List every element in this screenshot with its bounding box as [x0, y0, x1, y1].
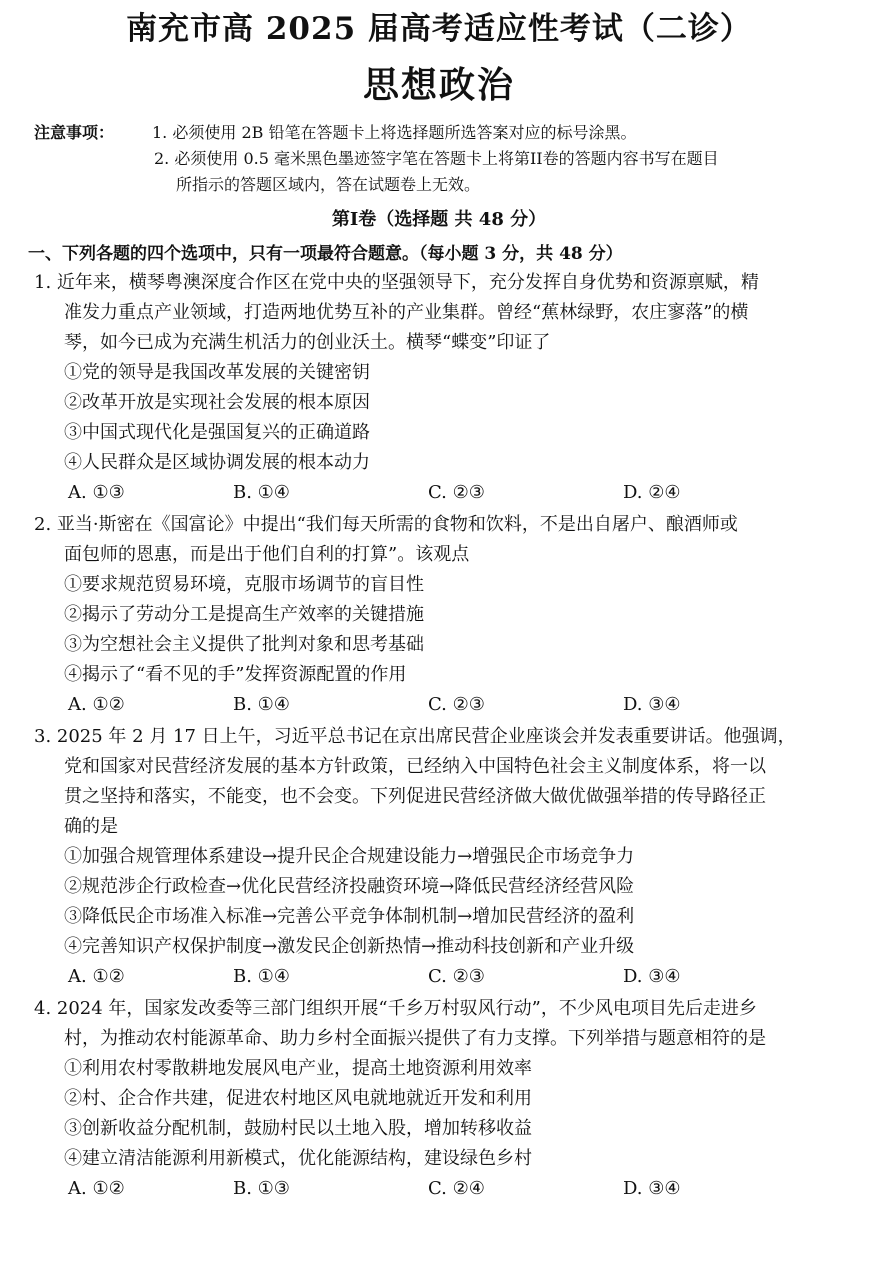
notice-item-2-cont: 所指示的答题区域内，答在试题卷上无效。 [176, 175, 481, 194]
part-heading: 一、下列各题的四个选项中，只有一项最符合题意。（每小题 3 分，共 48 分） [28, 244, 623, 264]
question-option: ③降低民企市场准入标准→完善公平竞争体制机制→增加民营经济的盈利 [64, 906, 635, 927]
answer-choice-a: A. ①② [68, 694, 125, 715]
answer-choice-d: D. ③④ [623, 694, 681, 715]
question-option: ③创新收益分配机制，鼓励村民以土地入股，增加转移收益 [64, 1118, 532, 1139]
question-option: ③为空想社会主义提供了批判对象和思考基础 [64, 634, 424, 655]
answer-choice-a: A. ①③ [68, 482, 125, 503]
answer-choices [34, 690, 844, 720]
question-option: ②规范涉企行政检查→优化民营经济投融资环境→降低民营经济经营风险 [64, 876, 635, 897]
answer-choice-c: C. ②③ [428, 482, 485, 503]
question-stem-line: 4. 2024 年，国家发改委等三部门组织开展“千乡万村驭风行动”，不少风电项目先后走进乡 [34, 998, 757, 1019]
answer-choice-c: C. ②③ [428, 694, 485, 715]
question-option: ④人民群众是区域协调发展的根本动力 [64, 452, 370, 473]
exam-subject: 思想政治 [362, 64, 515, 106]
question-option: ①利用农村零散耕地发展风电产业，提高土地资源利用效率 [64, 1058, 532, 1079]
answer-choice-d: D. ③④ [623, 966, 681, 987]
answer-choice-c: C. ②③ [428, 966, 485, 987]
answer-choice-b: B. ①④ [233, 966, 290, 987]
notice-item-2: 2. 必须使用 0.5 毫米黑色墨迹签字笔在答题卡上将第II卷的答题内容书写在题目 [154, 149, 719, 168]
question-stem-line: 贯之坚持和落实，不能变，也不会变。下列促进民营经济做大做优做强举措的传导路径正 [64, 786, 766, 807]
question-option: ②村、企合作共建，促进农村地区风电就地就近开发和利用 [64, 1088, 532, 1109]
question-4 [34, 994, 844, 1204]
question-stem-line: 1. 近年来，横琴粤澳深度合作区在党中央的坚强领导下，充分发挥自身优势和资源禀赋，精 [34, 272, 759, 293]
question-option: ③中国式现代化是强国复兴的正确道路 [64, 422, 370, 443]
question-option: ①党的领导是我国改革发展的关键密钥 [64, 362, 370, 383]
answer-choices [34, 1174, 844, 1204]
answer-choice-a: A. ①② [68, 966, 125, 987]
question-option: ①要求规范贸易环境，克服市场调节的盲目性 [64, 574, 424, 595]
answer-choices [34, 962, 844, 992]
question-3 [34, 722, 844, 992]
question-stem-line: 2. 亚当·斯密在《国富论》中提出“我们每天所需的食物和饮料，不是出自屠户、酿酒师或 [34, 514, 738, 535]
question-stem-line: 面包师的恩惠，而是出于他们自利的打算”。该观点 [64, 544, 470, 565]
answer-choice-c: C. ②④ [428, 1178, 485, 1199]
question-option: ②揭示了劳动分工是提高生产效率的关键措施 [64, 604, 424, 625]
answer-choice-d: D. ③④ [623, 1178, 681, 1199]
question-option: ④完善知识产权保护制度→激发民企创新热情→推动科技创新和产业升级 [64, 936, 635, 957]
answer-choice-d: D. ②④ [623, 482, 681, 503]
answer-choices [34, 478, 844, 508]
question-stem-line: 村，为推动农村能源革命、助力乡村全面振兴提供了有力支撑。下列举措与题意相符的是 [64, 1028, 766, 1049]
answer-choice-b: B. ①④ [233, 694, 290, 715]
question-stem-line: 3. 2025 年 2 月 17 日上午，习近平总书记在京出席民营企业座谈会并发表重要讲话。他强调， [34, 726, 796, 747]
answer-choice-b: B. ①④ [233, 482, 290, 503]
question-stem-line: 确的是 [64, 816, 118, 837]
question-stem-line: 琴，如今已成为充满生机活力的创业沃土。横琴“蝶变”印证了 [64, 332, 551, 353]
question-stem-line: 党和国家对民营经济发展的基本方针政策，已经纳入中国特色社会主义制度体系，将一以 [64, 756, 766, 777]
exam-title: 南充市高 2025 届高考适应性考试（二诊） [126, 11, 752, 47]
question-2 [34, 510, 844, 720]
question-1 [34, 268, 844, 508]
question-option: ②改革开放是实现社会发展的根本原因 [64, 392, 370, 413]
section-title: 第I卷（选择题 共 48 分） [331, 209, 547, 230]
answer-choice-a: A. ①② [68, 1178, 125, 1199]
notice-block [34, 120, 844, 198]
notice-label: 注意事项： [34, 123, 115, 142]
question-option: ④建立清洁能源利用新模式，优化能源结构，建设绿色乡村 [64, 1148, 532, 1169]
answer-choice-b: B. ①③ [233, 1178, 290, 1199]
question-option: ④揭示了“看不见的手”发挥资源配置的作用 [64, 664, 407, 685]
notice-item-1: 1. 必须使用 2B 铅笔在答题卡上将选择题所选答案对应的标号涂黑。 [152, 123, 637, 142]
question-option: ①加强合规管理体系建设→提升民企合规建设能力→增强民企市场竞争力 [64, 846, 635, 867]
question-stem-line: 准发力重点产业领域，打造两地优势互补的产业集群。曾经“蕉林绿野，农庄寥落”的横 [64, 302, 749, 323]
